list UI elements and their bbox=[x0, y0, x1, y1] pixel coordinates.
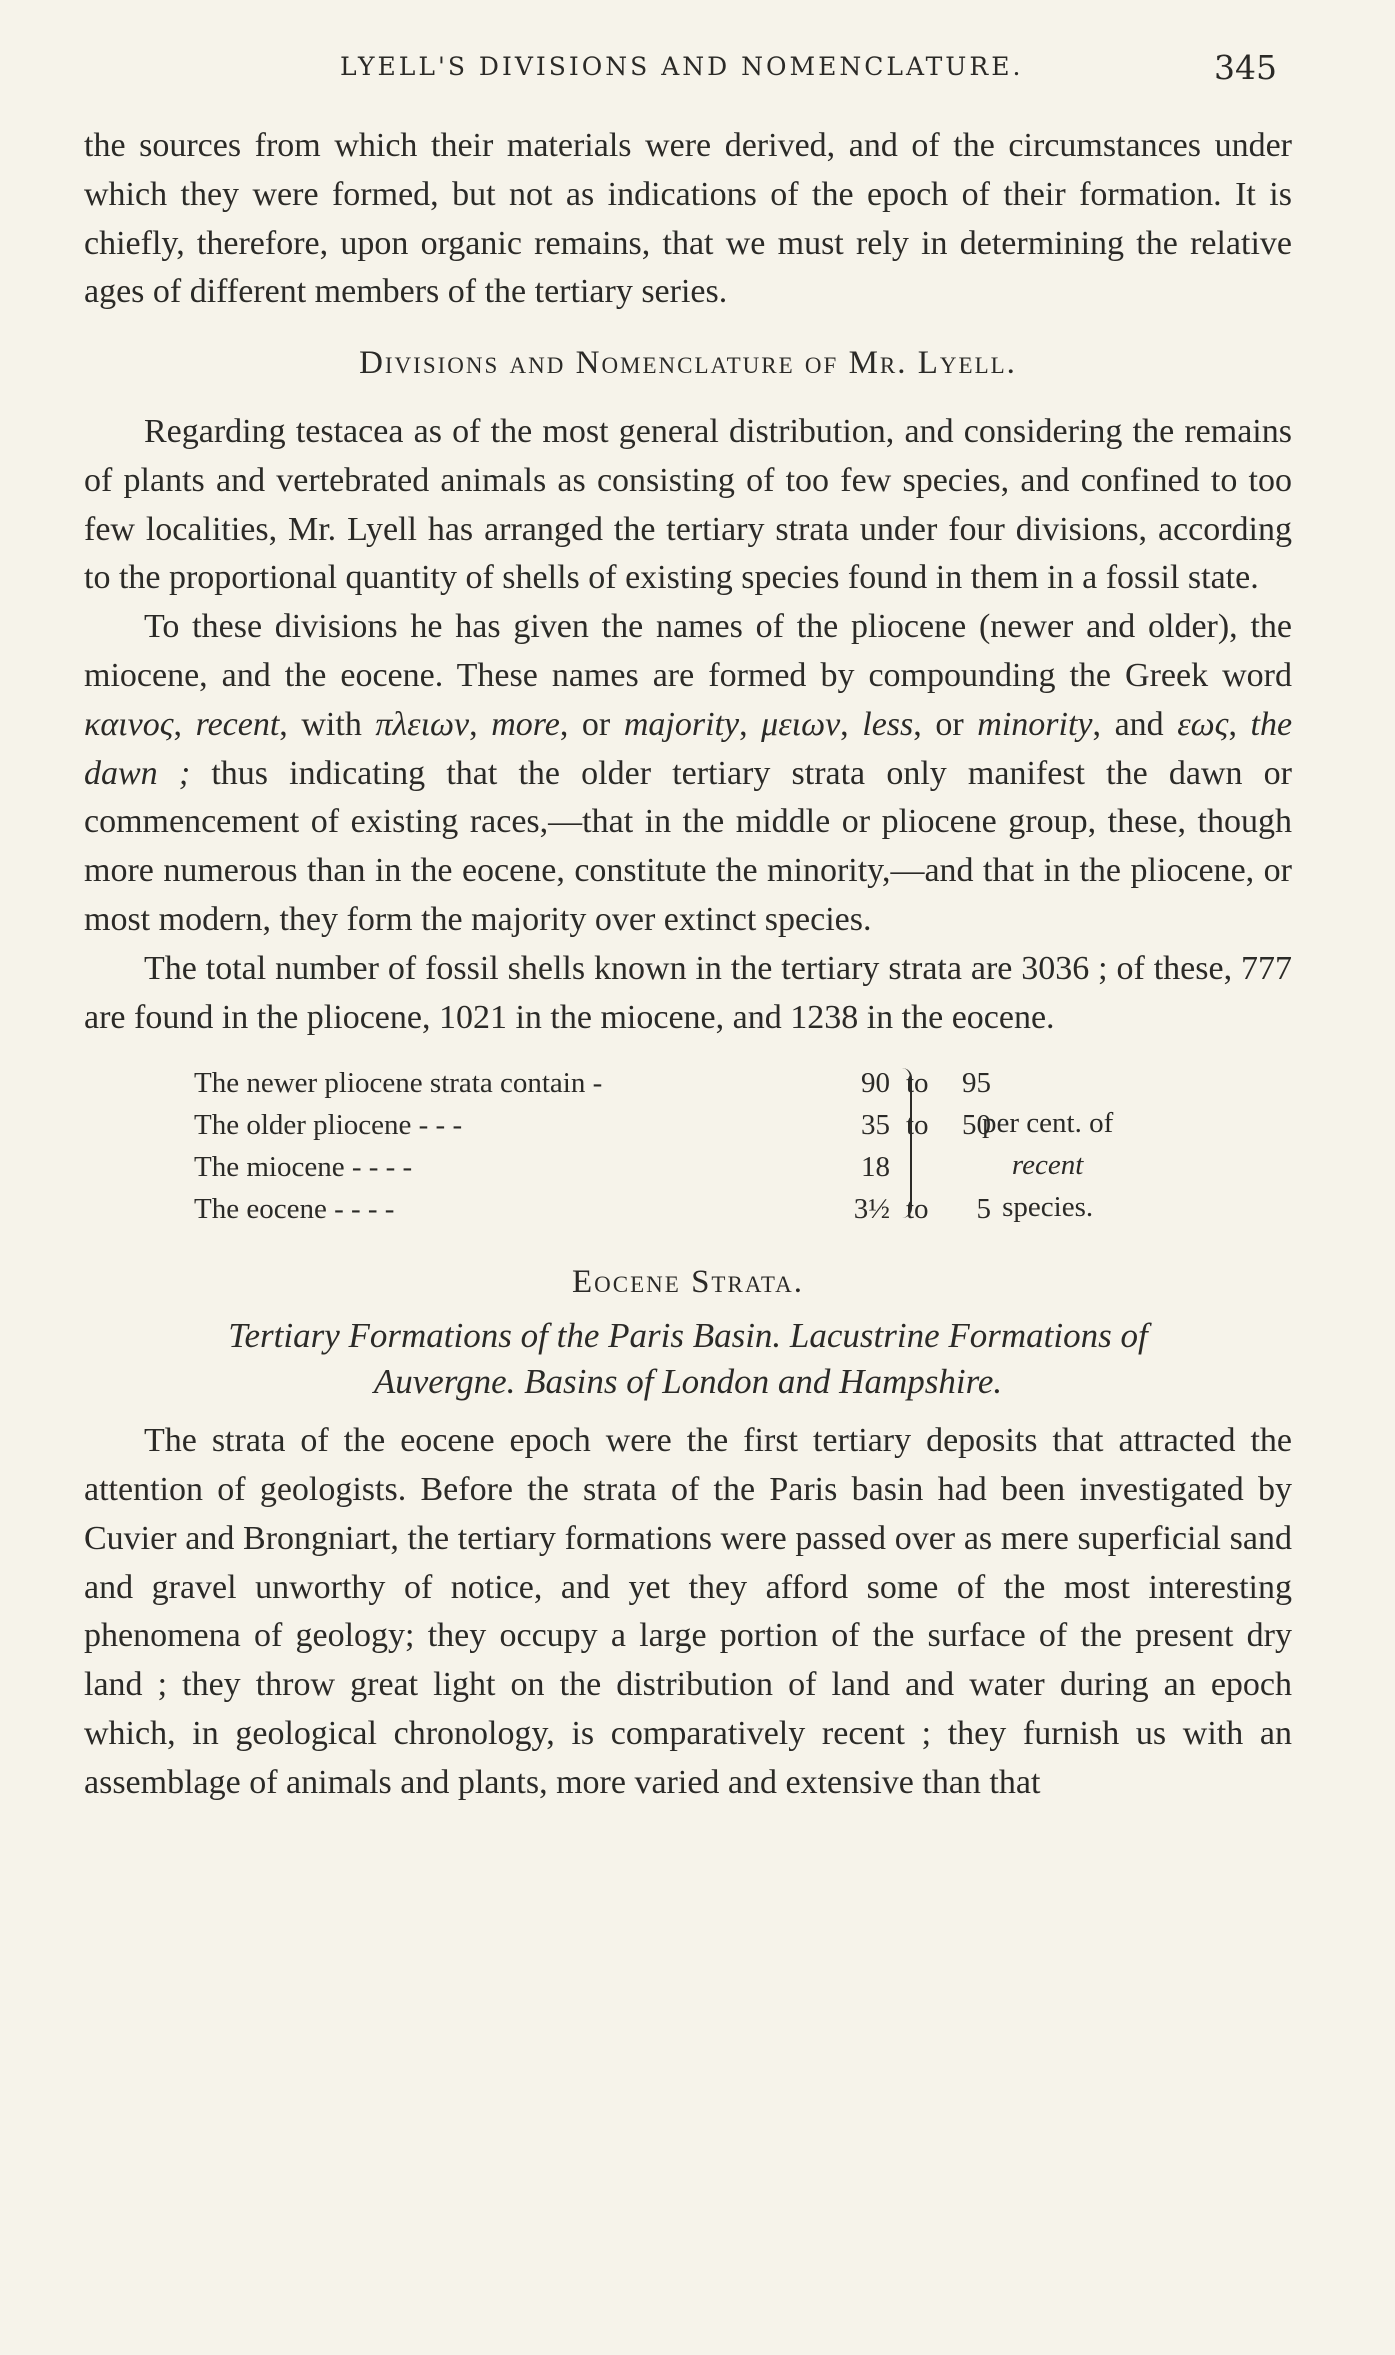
p2-text: thus indicating that the older tertiary strata only manifest the dawn or commencement of existing races,—that in the middle or pliocene group, these, though more numerous than in the eocene, constitute the minority,—and that in the pliocene, or most modern, they form the majority over extinct species. bbox=[84, 754, 1293, 938]
row-label: The miocene - - - - bbox=[194, 1151, 413, 1184]
row-sep: to bbox=[906, 1109, 929, 1142]
p2-text: , bbox=[840, 705, 863, 743]
p2-text: , bbox=[739, 705, 762, 743]
row-sep: to bbox=[906, 1067, 929, 1100]
eocene-paragraph: The strata of the eocene epoch were the first tertiary deposits that attracted the attention of geologists. Before the strata of the Paris basin had been investigated by Cuvier and Brongniart, the tertiary formations were passed over as mere superficial sand and gravel unworthy of notice, and yet they afford some of the most interesting phenomena of geology; they occupy a large portion of the surface of the present dry land ; they throw great light on the distribution of land and water during an epoch which, in geological chronology, is comparatively recent ; they furnish us with an assemblage of animals and plants, more varied and extensive than that bbox=[84, 1422, 1292, 1801]
p2-text: , bbox=[173, 705, 196, 743]
p2-text: , with bbox=[279, 705, 376, 743]
p2-text: , bbox=[469, 705, 492, 743]
row-label: The newer pliocene strata contain - bbox=[194, 1067, 603, 1100]
row-label: The older pliocene - - - bbox=[194, 1109, 463, 1142]
row-sep: to bbox=[906, 1193, 929, 1226]
unit-line-1: per cent. of bbox=[982, 1107, 1114, 1140]
table-row bbox=[194, 1062, 1094, 1104]
right-brace-icon bbox=[898, 1068, 912, 1218]
row-to: 5 bbox=[976, 1193, 991, 1226]
table-row bbox=[194, 1146, 1094, 1188]
row-from: 3½ bbox=[853, 1193, 890, 1226]
greek-word-pleion: πλειων bbox=[375, 705, 470, 743]
subtitle-line-2: Auvergne. Basins of London and Hampshire. bbox=[373, 1362, 1003, 1402]
greek-word-meion: μειων bbox=[761, 705, 841, 743]
lyell-paragraph-1: Regarding testacea as of the most general distribution, and considering the remains of plants and vertebrated animals as consisting of too few species, and confined to too few localities, Mr. Lyell has arranged the tertiary strata under four divisions, according to the proportional quantity of shells of existing species found in them in a fossil state. bbox=[84, 412, 1292, 597]
p2-text: To these divisions he has given the names of the pliocene (newer and older), the miocene, and the eocene. These names are formed by compounding the Greek word bbox=[84, 608, 1292, 694]
unit-line-2 bbox=[982, 1144, 1113, 1228]
p2-text: , and bbox=[1092, 705, 1178, 743]
gloss-minority: minority bbox=[977, 705, 1093, 743]
running-head: LYELL'S DIVISIONS AND NOMENCLATURE. bbox=[340, 52, 1024, 81]
row-label: The eocene - - - - bbox=[194, 1193, 395, 1226]
unit-rest: species. bbox=[1002, 1191, 1094, 1224]
row-from: 35 bbox=[861, 1109, 890, 1142]
table-row bbox=[194, 1104, 1094, 1146]
section-heading-eocene: Eocene Strata. bbox=[572, 1264, 804, 1301]
section-heading-lyell: Divisions and Nomenclature of Mr. Lyell. bbox=[359, 345, 1017, 382]
gloss-dawn: the dawn ; bbox=[84, 705, 1293, 792]
lyell-paragraph-2 bbox=[84, 603, 1292, 945]
page-number: 345 bbox=[1214, 48, 1277, 87]
greek-word-kainos: καινος bbox=[84, 705, 174, 743]
unit-em: recent bbox=[1011, 1149, 1084, 1182]
row-to: 50 bbox=[962, 1109, 991, 1142]
p2-text: , or bbox=[913, 705, 978, 743]
intro-paragraph: the sources from which their materials were derived, and of the circumstances under which they were formed, but not as indications of the epoch of their formation. It is chiefly, therefore, upon organic remains, that we must rely in determining the relative ages of different members of the tertiary series. bbox=[84, 127, 1292, 311]
page-header bbox=[0, 48, 1395, 88]
table-unit-note bbox=[982, 1102, 1113, 1228]
percentage-table bbox=[84, 1062, 1292, 1232]
gloss-majority: majority bbox=[623, 705, 740, 743]
gloss-less: less bbox=[862, 705, 914, 743]
row-from: 18 bbox=[861, 1151, 890, 1184]
gloss-more: more bbox=[491, 705, 560, 743]
page-body bbox=[84, 122, 1292, 1808]
p2-text: , or bbox=[559, 705, 624, 743]
subtitle-line-1: Tertiary Formations of the Paris Basin. Lacustrine Formations of bbox=[228, 1316, 1148, 1356]
lyell-paragraph-3: The total number of fossil shells known in the tertiary strata are 3036 ; of these, 777 are found in the pliocene, 1021 in the miocene, and 1238 in the eocene. bbox=[84, 949, 1292, 1036]
greek-word-eos: εως bbox=[1177, 705, 1229, 743]
gloss-recent: recent bbox=[195, 705, 280, 743]
p2-text: , bbox=[1228, 705, 1251, 743]
row-to: 95 bbox=[962, 1067, 991, 1100]
table-row bbox=[194, 1188, 1094, 1230]
row-from: 90 bbox=[861, 1067, 890, 1100]
section-subtitle bbox=[84, 1313, 1292, 1405]
